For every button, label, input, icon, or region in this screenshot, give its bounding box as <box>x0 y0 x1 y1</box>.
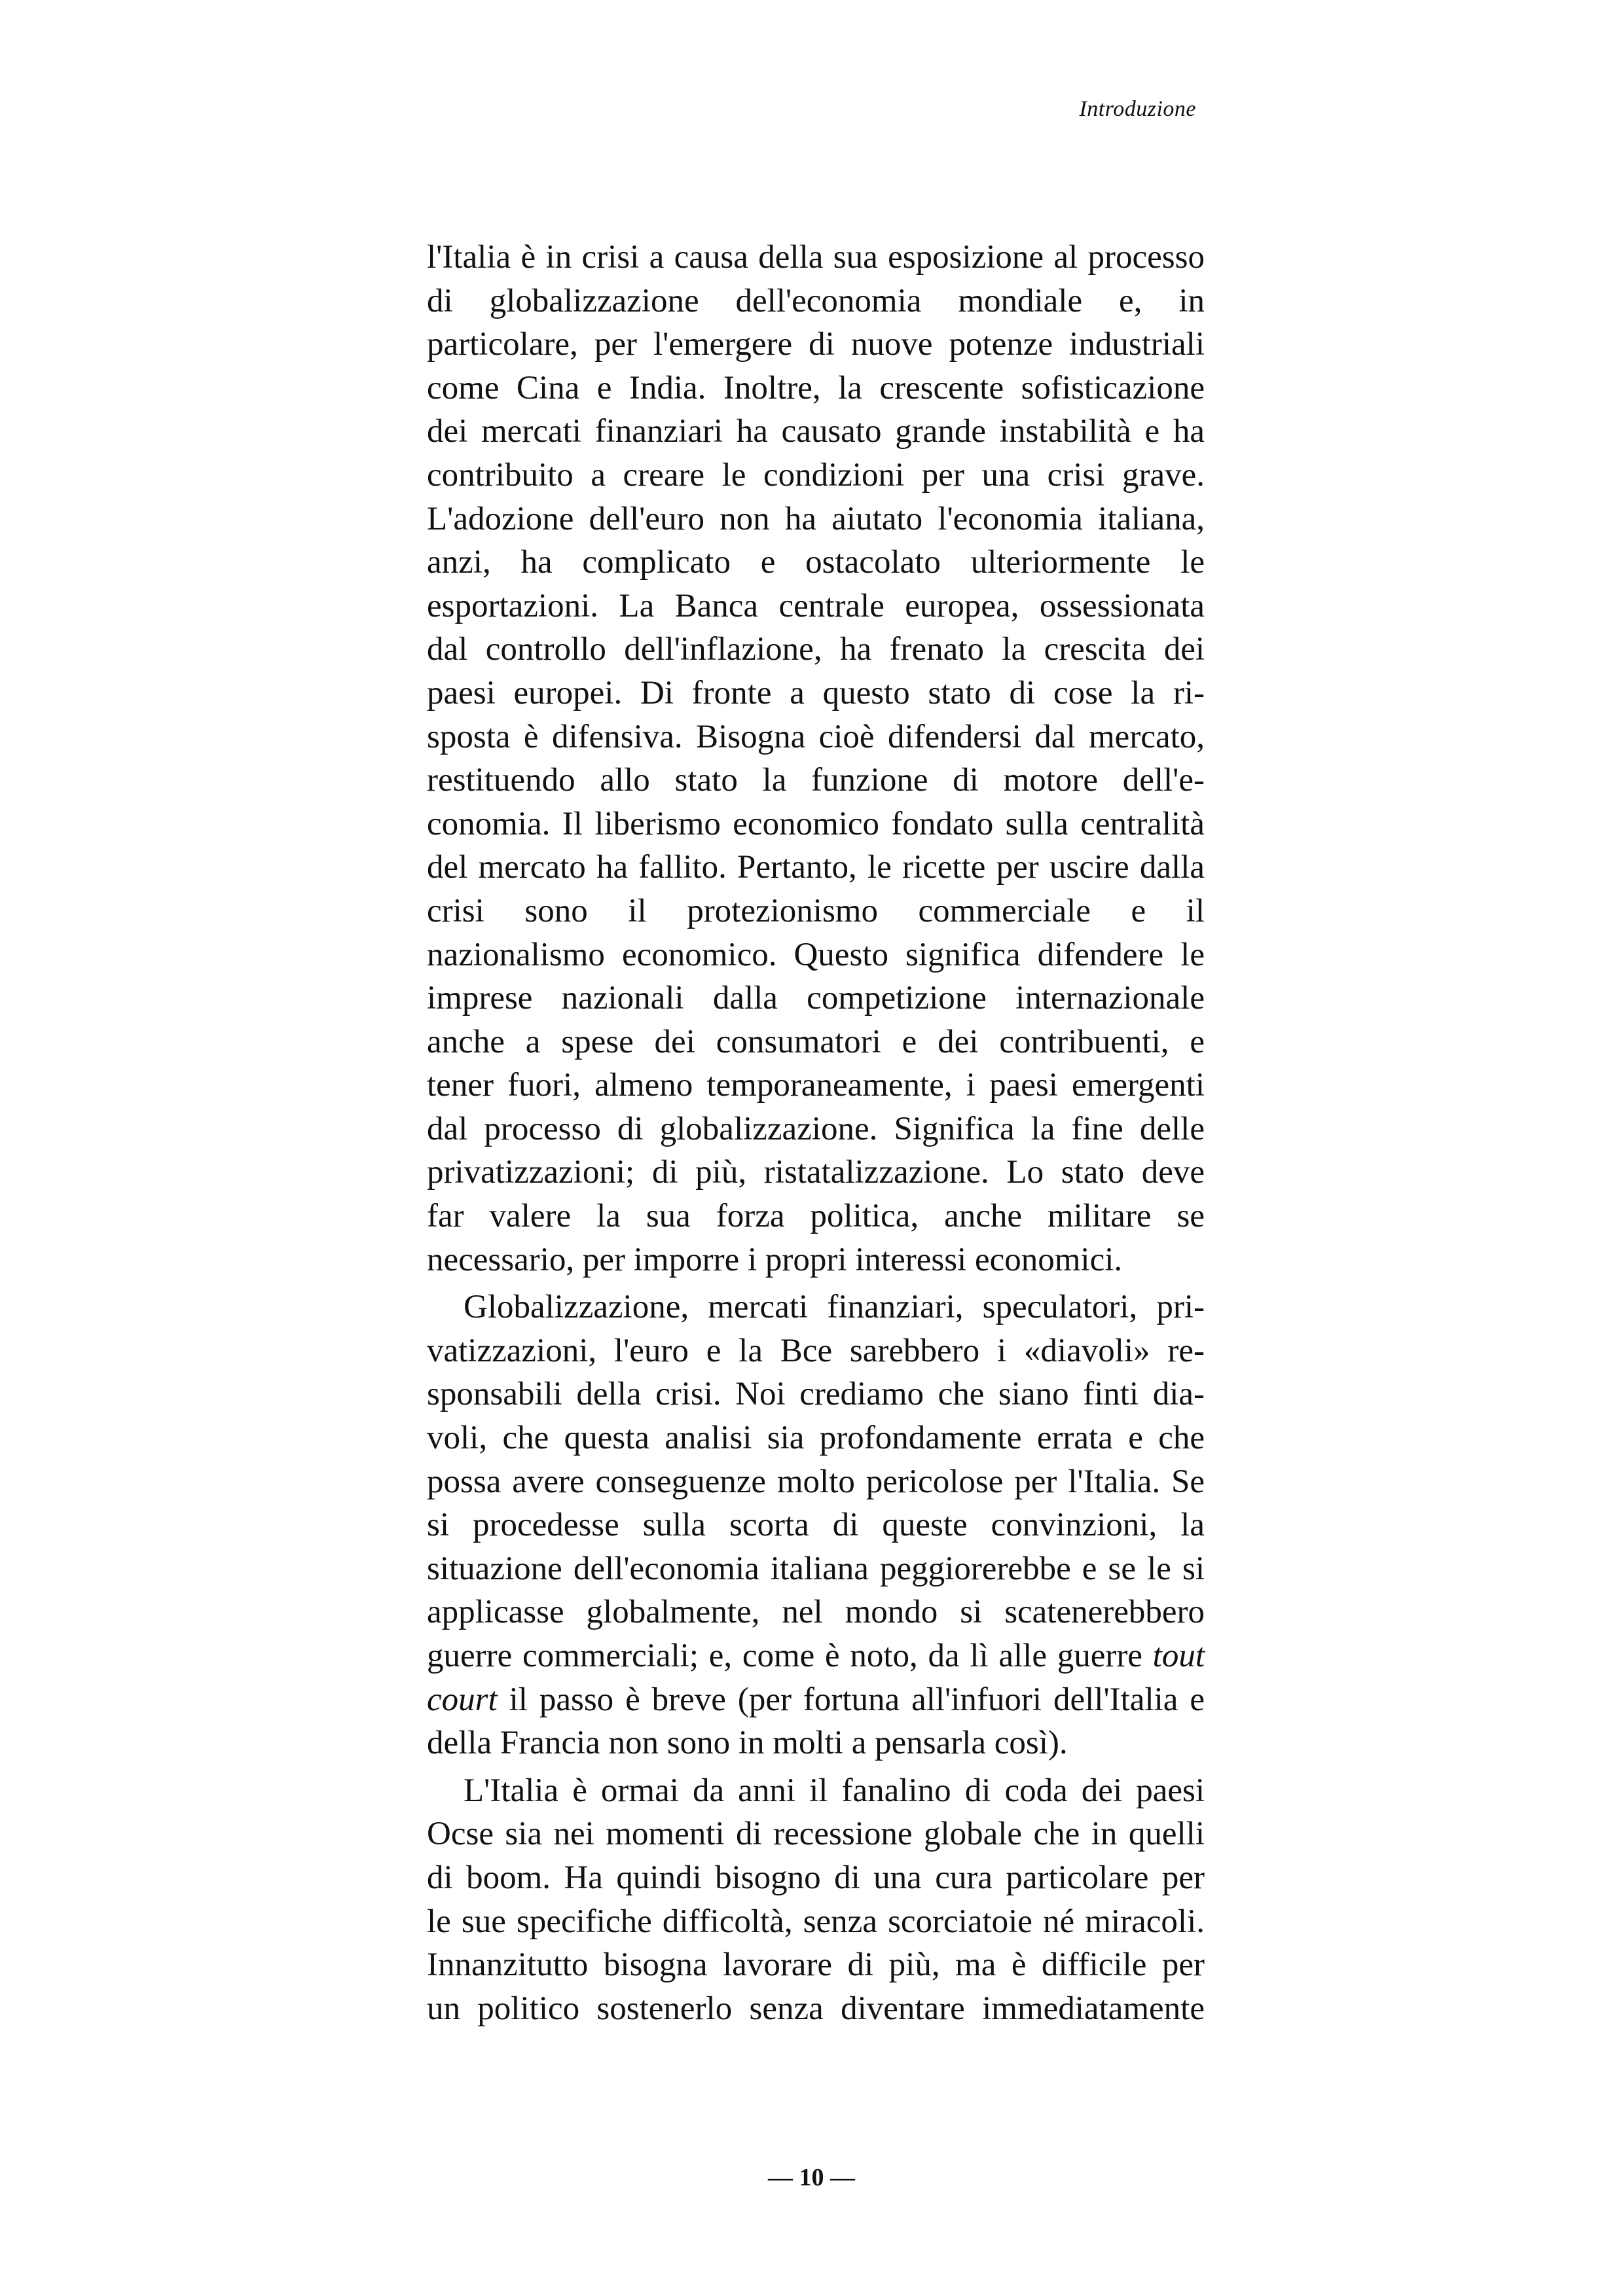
text-line: dal processo di globalizzazione. Significa la fine delle <box>427 1110 1205 1147</box>
text-line: dal controllo dell'inflazione, ha frenato la crescita dei <box>427 631 1205 668</box>
text-line: contribuito a creare le condizioni per una crisi grave. <box>427 456 1205 493</box>
text-line <box>427 1634 1205 1678</box>
text-line: situazione dell'economia italiana peggiorerebbe e se le si <box>427 1550 1205 1587</box>
text-line: di boom. Ha quindi bisogno di una cura particolare per <box>427 1859 1205 1896</box>
text-line: sponsabili della crisi. Noi crediamo che siano finti dia- <box>427 1376 1205 1413</box>
text-line: L'Italia è ormai da anni il fanalino di coda dei paesi <box>464 1772 1205 1809</box>
text-line: possa avere conseguenze molto pericolose per l'Italia. Se <box>427 1463 1205 1500</box>
text-line: come Cina e India. Inoltre, la crescente sofisticazione <box>427 369 1205 406</box>
text-line: applicasse globalmente, nel mondo si scatenerebbero <box>427 1594 1205 1631</box>
text-line: voli, che questa analisi sia profondamente errata e che <box>427 1420 1205 1457</box>
text-line: dei mercati finanziari ha causato grande instabilità e ha <box>427 413 1205 450</box>
running-head: Introduzione <box>1079 97 1196 121</box>
text-line: un politico sostenerlo senza diventare immediatamente <box>427 1990 1205 2027</box>
body-text <box>427 236 1205 2030</box>
text-line: vatizzazioni, l'euro e la Bce sarebbero i «diavoli» re- <box>427 1332 1205 1369</box>
text-line: sposta è difensiva. Bisogna cioè difendersi dal mercato, <box>427 718 1205 755</box>
text-line: si procedesse sulla scorta di queste convinzioni, la <box>427 1507 1205 1544</box>
italic-phrase: tout <box>1152 1638 1205 1674</box>
text-line <box>427 1678 1205 1722</box>
italic-phrase: court <box>427 1681 498 1718</box>
paragraph-3 <box>427 1769 1205 2031</box>
text-line: l'Italia è in crisi a causa della sua esposizione al processo <box>427 239 1205 276</box>
text-line: particolare, per l'emergere di nuove potenze industriali <box>427 326 1205 363</box>
text-line: L'adozione dell'euro non ha aiutato l'economia italiana, <box>427 500 1205 537</box>
text-line: necessario, per imporre i propri interessi economici. <box>427 1241 1123 1278</box>
text-line: Globalizzazione, mercati finanziari, speculatori, pri- <box>464 1289 1205 1326</box>
paragraph-1 <box>427 236 1205 1282</box>
text-line: le sue specifiche difficoltà, senza scorciatoie né miracoli. <box>427 1903 1205 1940</box>
page-number: — 10 — <box>768 2164 855 2191</box>
text-line: paesi europei. Di fronte a questo stato di cose la ri- <box>427 674 1205 711</box>
text-line: far valere la sua forza politica, anche militare se <box>427 1198 1205 1235</box>
text-line: esportazioni. La Banca centrale europea, ossessionata <box>427 587 1205 624</box>
text-line: conomia. Il liberismo economico fondato sulla centralità <box>427 805 1205 842</box>
text-segment: il passo è breve (per fortuna all'infuori dell'Italia e <box>497 1681 1205 1718</box>
text-line: privatizzazioni; di più, ristatalizzazione. Lo stato deve <box>427 1154 1205 1191</box>
text-line: Ocse sia nei momenti di recessione globale che in quelli <box>427 1816 1205 1853</box>
text-line: nazionalismo economico. Questo significa difendere le <box>427 936 1205 973</box>
text-line: del mercato ha fallito. Pertanto, le ricette per uscire dalla <box>427 849 1205 886</box>
paragraph-2 <box>427 1285 1205 1765</box>
text-line: imprese nazionali dalla competizione internazionale <box>427 980 1205 1017</box>
text-segment: guerre commerciali; e, come è noto, da lì alle guerre <box>427 1638 1153 1674</box>
text-line: crisi sono il protezionismo commerciale e il <box>427 892 1205 929</box>
text-line: Innanzitutto bisogna lavorare di più, ma è difficile per <box>427 1946 1205 1984</box>
text-line: restituendo allo stato la funzione di motore dell'e- <box>427 762 1205 799</box>
text-line: anche a spese dei consumatori e dei contribuenti, e <box>427 1023 1205 1060</box>
text-line: della Francia non sono in molti a pensarla così). <box>427 1725 1068 1762</box>
text-line: di globalizzazione dell'economia mondiale e, in <box>427 282 1205 319</box>
text-line: tener fuori, almeno temporaneamente, i paesi emergenti <box>427 1067 1205 1104</box>
text-line: anzi, ha complicato e ostacolato ulteriormente le <box>427 544 1205 581</box>
